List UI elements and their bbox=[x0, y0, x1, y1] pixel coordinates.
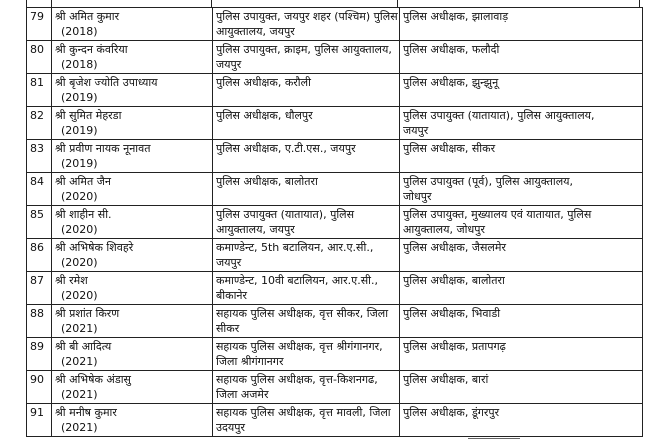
officer-cell bbox=[52, 338, 213, 371]
current-posting-line: जयपुर bbox=[216, 256, 242, 269]
current-posting-line: सहायक पुलिस अधीक्षक, वृत्त सीकर, जिला bbox=[216, 307, 389, 320]
new-posting-line: पुलिस अधीक्षक, झुन्झुनू bbox=[403, 76, 499, 89]
serial-number: 89 bbox=[27, 338, 52, 371]
batch-year: (2020) bbox=[61, 256, 98, 269]
officer-cell bbox=[52, 8, 213, 41]
current-posting-line: कमाण्डेन्ट, 5th बटालियन, आर.ए.सी., bbox=[216, 241, 374, 254]
officer-name: श्री अभिषेक शिवहरे bbox=[55, 241, 134, 254]
current-posting-line: आयुक्तालय, जयपुर bbox=[216, 25, 295, 38]
batch-year: (2020) bbox=[61, 190, 98, 203]
batch-year: (2021) bbox=[61, 421, 98, 434]
current-posting bbox=[213, 107, 400, 140]
new-posting-line: पुलिस अधीक्षक, फलौदी bbox=[403, 43, 500, 56]
batch-year: (2020) bbox=[61, 289, 98, 302]
table-row bbox=[27, 338, 643, 371]
current-posting-line: पुलिस उपायुक्त (यातायात), पुलिस bbox=[216, 208, 355, 221]
current-posting bbox=[213, 371, 400, 404]
new-posting bbox=[400, 8, 643, 41]
officer-cell bbox=[52, 404, 213, 437]
current-posting-line: पुलिस अधीक्षक, करौली bbox=[216, 76, 311, 89]
current-posting-line: जिला श्रीगंगानगर bbox=[216, 355, 284, 368]
new-posting-line: पुलिस अधीक्षक, भिवाडी bbox=[403, 307, 501, 320]
officer-name: श्री बृजेश ज्योति उपाध्याय bbox=[55, 76, 158, 89]
current-posting bbox=[213, 140, 400, 173]
officer-cell bbox=[52, 140, 213, 173]
officer-name: श्री कुन्दन कंवरिया bbox=[55, 43, 128, 56]
current-posting-line: उदयपुर bbox=[216, 421, 245, 434]
batch-year: (2018) bbox=[61, 25, 98, 38]
table-row bbox=[27, 371, 643, 404]
current-posting-line: पुलिस उपायुक्त, जयपुर शहर (पश्चिम) पुलिस bbox=[216, 10, 398, 23]
serial-number: 85 bbox=[27, 206, 52, 239]
current-posting bbox=[213, 74, 400, 107]
batch-year: (2021) bbox=[61, 388, 98, 401]
table-row bbox=[27, 272, 643, 305]
current-posting-line: कमाण्डेन्ट, 10वी बटालियन, आर.ए.सी., bbox=[216, 274, 378, 287]
serial-number: 80 bbox=[27, 41, 52, 74]
new-posting-line: पुलिस अधीक्षक, झालावाड़ bbox=[403, 10, 509, 23]
current-posting bbox=[213, 239, 400, 272]
batch-year: (2019) bbox=[61, 157, 98, 170]
new-posting-line: आयुक्तालय, जोधपुर bbox=[403, 223, 485, 236]
new-posting-line: पुलिस उपायुक्त (पूर्व), पुलिस आयुक्तालय, bbox=[403, 175, 574, 188]
current-posting-line: बीकानेर bbox=[216, 289, 248, 302]
new-posting bbox=[400, 107, 643, 140]
serial-number: 81 bbox=[27, 74, 52, 107]
current-posting-line: जयपुर bbox=[216, 58, 242, 71]
new-posting bbox=[400, 272, 643, 305]
new-posting-line: जोधपुर bbox=[403, 190, 432, 203]
officer-name: श्री अभिषेक अंडासु bbox=[55, 373, 131, 386]
current-posting-line: सहायक पुलिस अधीक्षक, वृत्त श्रीगंगानगर, bbox=[216, 340, 383, 353]
current-posting bbox=[213, 272, 400, 305]
current-posting bbox=[213, 206, 400, 239]
officer-cell bbox=[52, 206, 213, 239]
officer-name: श्री प्रशांत किरण bbox=[55, 307, 120, 320]
current-posting-line: जिला अजमेर bbox=[216, 388, 269, 401]
officer-cell bbox=[52, 107, 213, 140]
new-posting bbox=[400, 404, 643, 437]
transfer-table bbox=[26, 7, 643, 437]
new-posting bbox=[400, 173, 643, 206]
officer-name: श्री मनीष कुमार bbox=[55, 406, 117, 419]
current-posting-line: सहायक पुलिस अधीक्षक, वृत्त मावली, जिला bbox=[216, 406, 391, 419]
serial-number: 91 bbox=[27, 404, 52, 437]
officer-cell bbox=[52, 272, 213, 305]
batch-year: (2018) bbox=[61, 58, 98, 71]
batch-year: (2021) bbox=[61, 355, 98, 368]
batch-year: (2019) bbox=[61, 91, 98, 104]
new-posting-line: पुलिस अधीक्षक, प्रतापगढ़ bbox=[403, 340, 506, 353]
current-posting-line: पुलिस अधीक्षक, ए.टी.एस., जयपुर bbox=[216, 142, 356, 155]
current-posting-line: सीकर bbox=[216, 322, 240, 335]
table-row bbox=[27, 206, 643, 239]
new-posting bbox=[400, 41, 643, 74]
serial-number: 88 bbox=[27, 305, 52, 338]
current-posting bbox=[213, 41, 400, 74]
table-row bbox=[27, 173, 643, 206]
officer-name: श्री रमेश bbox=[55, 274, 88, 287]
page-footer-mark bbox=[468, 438, 520, 439]
officer-cell bbox=[52, 239, 213, 272]
serial-number: 84 bbox=[27, 173, 52, 206]
serial-number: 90 bbox=[27, 371, 52, 404]
new-posting bbox=[400, 239, 643, 272]
serial-number: 79 bbox=[27, 8, 52, 41]
table-row bbox=[27, 8, 643, 41]
current-posting-line: सहायक पुलिस अधीक्षक, वृत्त-किशनगढ, bbox=[216, 373, 378, 386]
officer-name: श्री बी आदित्य bbox=[55, 340, 112, 353]
officer-cell bbox=[52, 74, 213, 107]
officer-name: श्री अमित कुमार bbox=[55, 10, 120, 23]
batch-year: (2021) bbox=[61, 322, 98, 335]
new-posting-line: पुलिस उपायुक्त (यातायात), पुलिस आयुक्तालय, bbox=[403, 109, 595, 122]
batch-year: (2020) bbox=[61, 223, 98, 236]
current-posting bbox=[213, 8, 400, 41]
officer-name: श्री प्रवीण नायक नूनावत bbox=[55, 142, 151, 155]
officer-cell bbox=[52, 173, 213, 206]
new-posting-line: पुलिस अधीक्षक, डूंगरपुर bbox=[403, 406, 500, 419]
table-row bbox=[27, 107, 643, 140]
officer-name: श्री सुमित मेहरडा bbox=[55, 109, 122, 122]
new-posting bbox=[400, 305, 643, 338]
officer-cell bbox=[52, 305, 213, 338]
new-posting-line: पुलिस अधीक्षक, बारां bbox=[403, 373, 489, 386]
current-posting bbox=[213, 338, 400, 371]
new-posting bbox=[400, 371, 643, 404]
new-posting-line: पुलिस अधीक्षक, बालोतरा bbox=[403, 274, 505, 287]
batch-year: (2019) bbox=[61, 124, 98, 137]
table-row bbox=[27, 140, 643, 173]
transfer-table-body bbox=[27, 8, 643, 437]
new-posting-line: पुलिस उपायुक्त, मुख्यालय एवं यातायात, पुलिस bbox=[403, 208, 592, 221]
new-posting bbox=[400, 206, 643, 239]
serial-number: 82 bbox=[27, 107, 52, 140]
current-posting-line: आयुक्तालय, जयपुर bbox=[216, 223, 295, 236]
new-posting-line: पुलिस अधीक्षक, जैसलमेर bbox=[403, 241, 506, 254]
table-row bbox=[27, 74, 643, 107]
current-posting-line: पुलिस उपायुक्त, क्राइम, पुलिस आयुक्तालय, bbox=[216, 43, 392, 56]
table-row bbox=[27, 404, 643, 437]
new-posting-line: जयपुर bbox=[403, 124, 429, 137]
new-posting bbox=[400, 140, 643, 173]
officer-name: श्री अमित जैन bbox=[55, 175, 111, 188]
new-posting bbox=[400, 338, 643, 371]
new-posting-line: पुलिस अधीक्षक, सीकर bbox=[403, 142, 496, 155]
current-posting-line: पुलिस अधीक्षक, बालोतरा bbox=[216, 175, 318, 188]
table-row bbox=[27, 239, 643, 272]
officer-cell bbox=[52, 371, 213, 404]
serial-number: 87 bbox=[27, 272, 52, 305]
table-top-edge bbox=[26, 0, 640, 7]
current-posting bbox=[213, 173, 400, 206]
officer-cell bbox=[52, 41, 213, 74]
current-posting bbox=[213, 404, 400, 437]
new-posting bbox=[400, 74, 643, 107]
table-row bbox=[27, 41, 643, 74]
table-row bbox=[27, 305, 643, 338]
serial-number: 83 bbox=[27, 140, 52, 173]
current-posting-line: पुलिस अधीक्षक, धौलपुर bbox=[216, 109, 313, 122]
officer-name: श्री शाहीन सी. bbox=[55, 208, 112, 221]
current-posting bbox=[213, 305, 400, 338]
serial-number: 86 bbox=[27, 239, 52, 272]
